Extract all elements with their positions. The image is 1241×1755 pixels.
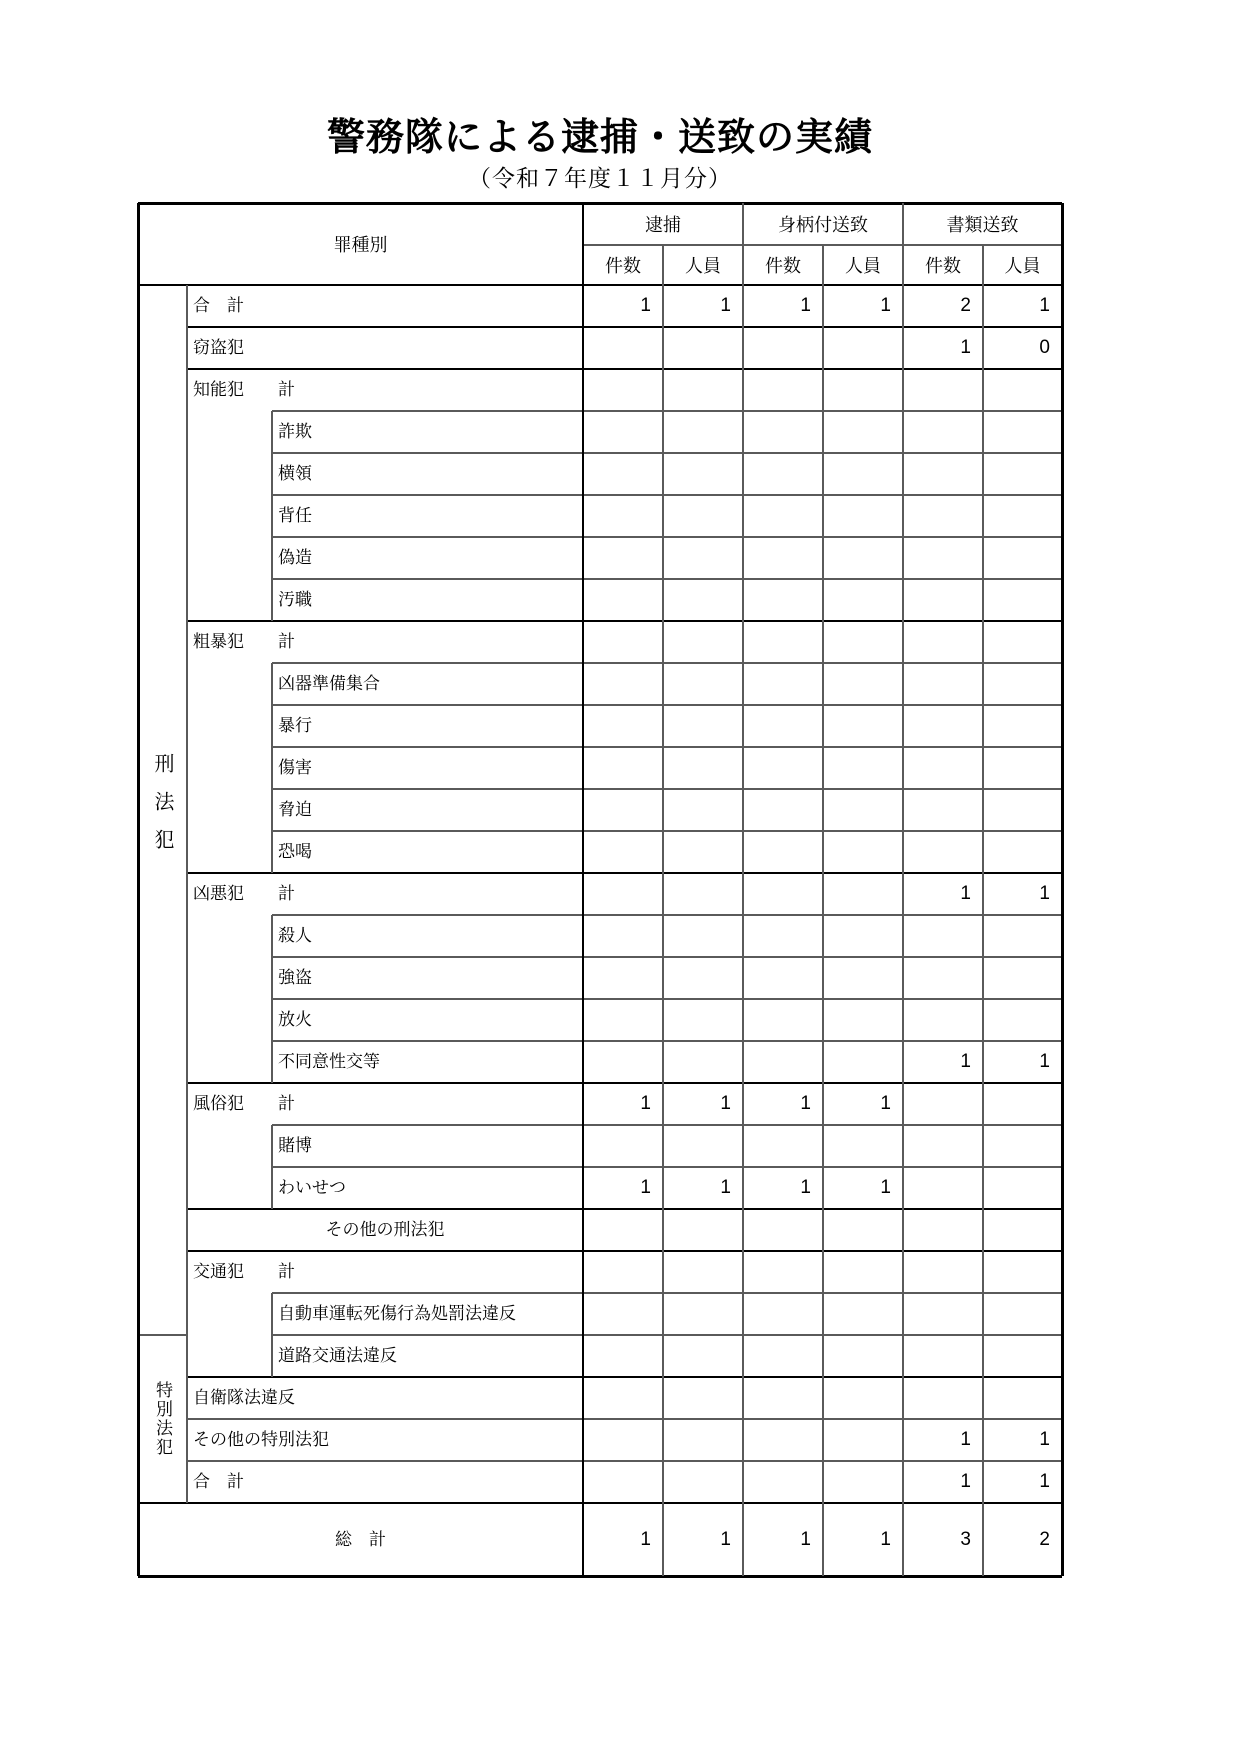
grid-line bbox=[272, 1334, 1062, 1335]
row-label: わいせつ bbox=[278, 1178, 346, 1197]
value-cell: 1 bbox=[640, 1093, 651, 1114]
value-cell: 1 bbox=[800, 1177, 811, 1198]
value-cell: 1 bbox=[880, 1093, 891, 1114]
grid-line bbox=[272, 956, 1062, 957]
header-group-custody-referral: 身柄付送致 bbox=[778, 215, 868, 235]
value-cell: 1 bbox=[960, 1051, 971, 1072]
header-persons-arrest: 人員 bbox=[685, 256, 721, 276]
row-group-total-label: 計 bbox=[278, 380, 295, 399]
value-cell: 1 bbox=[800, 1093, 811, 1114]
row-label: 道路交通法違反 bbox=[278, 1346, 397, 1365]
row-label: 凶器準備集合 bbox=[278, 674, 380, 693]
row-label: 自動車運転死傷行為処罰法違反 bbox=[278, 1304, 516, 1323]
grid-line bbox=[272, 662, 1062, 663]
row-group-total-label: 計 bbox=[278, 1094, 295, 1113]
value-cell: 1 bbox=[880, 1529, 891, 1550]
grid-line bbox=[272, 536, 1062, 537]
grid-line bbox=[271, 915, 272, 1083]
grid-line bbox=[187, 620, 1062, 623]
grid-line bbox=[272, 914, 1062, 915]
value-cell: 1 bbox=[960, 337, 971, 358]
grid-line bbox=[582, 203, 584, 1576]
grid-line bbox=[272, 830, 1062, 831]
grid-line bbox=[272, 788, 1062, 789]
value-cell: 2 bbox=[960, 295, 971, 316]
grid-line bbox=[272, 998, 1062, 999]
grid-line bbox=[187, 368, 1062, 371]
grid-line bbox=[902, 203, 903, 1576]
row-label: 詐欺 bbox=[278, 422, 312, 441]
row-label: 横領 bbox=[278, 464, 312, 483]
row-group-label: 風俗犯 bbox=[193, 1094, 244, 1113]
header-crime-type: 罪種別 bbox=[333, 235, 388, 255]
grid-line bbox=[982, 245, 983, 1576]
value-cell: 1 bbox=[640, 295, 651, 316]
grid-line bbox=[272, 1292, 1062, 1293]
row-group-label: 粗暴犯 bbox=[193, 632, 244, 651]
value-cell: 0 bbox=[1039, 337, 1050, 358]
value-cell: 1 bbox=[1039, 883, 1050, 904]
value-cell: 1 bbox=[960, 1429, 971, 1450]
header-group-arrest: 逮捕 bbox=[645, 215, 681, 235]
row-label: 合 計 bbox=[193, 296, 244, 315]
row-label: 窃盗犯 bbox=[193, 338, 244, 357]
grid-line bbox=[138, 1502, 1062, 1505]
row-label: 強盗 bbox=[278, 968, 312, 987]
grid-line bbox=[272, 1124, 1062, 1125]
value-cell: 1 bbox=[800, 295, 811, 316]
header-group-document-referral: 書類送致 bbox=[946, 215, 1019, 235]
grid-line bbox=[138, 1334, 187, 1335]
row-group-label: 交通犯 bbox=[193, 1262, 244, 1281]
header-persons-document: 人員 bbox=[1004, 256, 1041, 276]
grid-line bbox=[187, 872, 1062, 875]
grid-line bbox=[138, 1575, 1062, 1578]
value-cell: 1 bbox=[720, 295, 731, 316]
row-label: 恐喝 bbox=[278, 842, 312, 861]
row-group-label: 知能犯 bbox=[193, 380, 244, 399]
row-label: その他の特別法犯 bbox=[193, 1430, 329, 1449]
side-label-penal-code-offenses: 刑法犯 bbox=[151, 753, 173, 867]
side-label-special-law-offenses: 特別法犯 bbox=[153, 1381, 172, 1457]
value-cell: 1 bbox=[720, 1529, 731, 1550]
row-label: 合 計 bbox=[193, 1472, 244, 1491]
grid-line bbox=[272, 746, 1062, 747]
grid-line bbox=[187, 1250, 1062, 1253]
grid-line bbox=[272, 1040, 1062, 1041]
row-label: 賭博 bbox=[278, 1136, 312, 1155]
page-title: 警務隊による逮捕・送致の実績 bbox=[326, 117, 873, 159]
row-label: 脅迫 bbox=[278, 800, 312, 819]
grid-line bbox=[272, 494, 1062, 495]
grid-line bbox=[1061, 203, 1064, 1576]
value-cell: 1 bbox=[720, 1093, 731, 1114]
grid-line bbox=[187, 1376, 1062, 1379]
row-group-total-label: 計 bbox=[278, 1262, 295, 1281]
value-cell: 1 bbox=[1039, 295, 1050, 316]
row-label: 不同意性交等 bbox=[278, 1052, 380, 1071]
grid-line bbox=[186, 285, 187, 1503]
row-label: 殺人 bbox=[278, 926, 312, 945]
value-cell: 1 bbox=[640, 1529, 651, 1550]
grid-line bbox=[272, 704, 1062, 705]
page-subtitle: （令和７年度１１月分） bbox=[468, 165, 732, 191]
grid-line bbox=[272, 410, 1062, 411]
grid-line bbox=[187, 326, 1062, 329]
value-cell: 1 bbox=[960, 1471, 971, 1492]
grid-line bbox=[137, 203, 140, 1576]
value-cell: 1 bbox=[720, 1177, 731, 1198]
header-persons-custody: 人員 bbox=[845, 256, 881, 276]
grid-line bbox=[272, 1166, 1062, 1167]
grid-line bbox=[742, 203, 743, 1576]
row-group-label: 凶悪犯 bbox=[193, 884, 244, 903]
grid-line bbox=[822, 245, 823, 1576]
row-group-total-label: 計 bbox=[278, 632, 295, 651]
grid-line bbox=[187, 1418, 1062, 1419]
row-group-total-label: 計 bbox=[278, 884, 295, 903]
value-cell: 1 bbox=[1039, 1429, 1050, 1450]
value-cell: 1 bbox=[880, 295, 891, 316]
row-label: 汚職 bbox=[278, 590, 312, 609]
row-label: その他の刑法犯 bbox=[325, 1220, 445, 1239]
row-label: 放火 bbox=[278, 1010, 312, 1029]
grid-line bbox=[662, 245, 663, 1576]
grid-line bbox=[271, 663, 272, 873]
grid-line bbox=[187, 1208, 1062, 1211]
grid-line bbox=[187, 1460, 1062, 1461]
value-cell: 1 bbox=[1039, 1471, 1050, 1492]
value-cell: 1 bbox=[800, 1529, 811, 1550]
header-cases-arrest: 件数 bbox=[605, 256, 641, 276]
row-label: 偽造 bbox=[278, 548, 312, 567]
grid-line bbox=[271, 411, 272, 621]
row-label: 暴行 bbox=[278, 716, 312, 735]
value-cell: 1 bbox=[640, 1177, 651, 1198]
grid-line bbox=[271, 1293, 272, 1377]
grid-line bbox=[272, 578, 1062, 579]
grand-total-label: 総 計 bbox=[335, 1530, 386, 1549]
row-label: 傷害 bbox=[278, 758, 312, 777]
value-cell: 3 bbox=[960, 1529, 971, 1550]
grid-line bbox=[187, 1082, 1062, 1085]
value-cell: 1 bbox=[880, 1177, 891, 1198]
grid-line bbox=[138, 202, 1062, 205]
grid-line bbox=[272, 452, 1062, 453]
value-cell: 2 bbox=[1039, 1529, 1050, 1550]
grid-line bbox=[271, 1125, 272, 1209]
value-cell: 1 bbox=[960, 883, 971, 904]
grid-line bbox=[138, 284, 1062, 287]
row-label: 自衛隊法違反 bbox=[193, 1388, 295, 1407]
value-cell: 1 bbox=[1039, 1051, 1050, 1072]
header-cases-custody: 件数 bbox=[765, 256, 801, 276]
header-cases-document: 件数 bbox=[925, 256, 961, 276]
row-label: 背任 bbox=[278, 506, 312, 525]
